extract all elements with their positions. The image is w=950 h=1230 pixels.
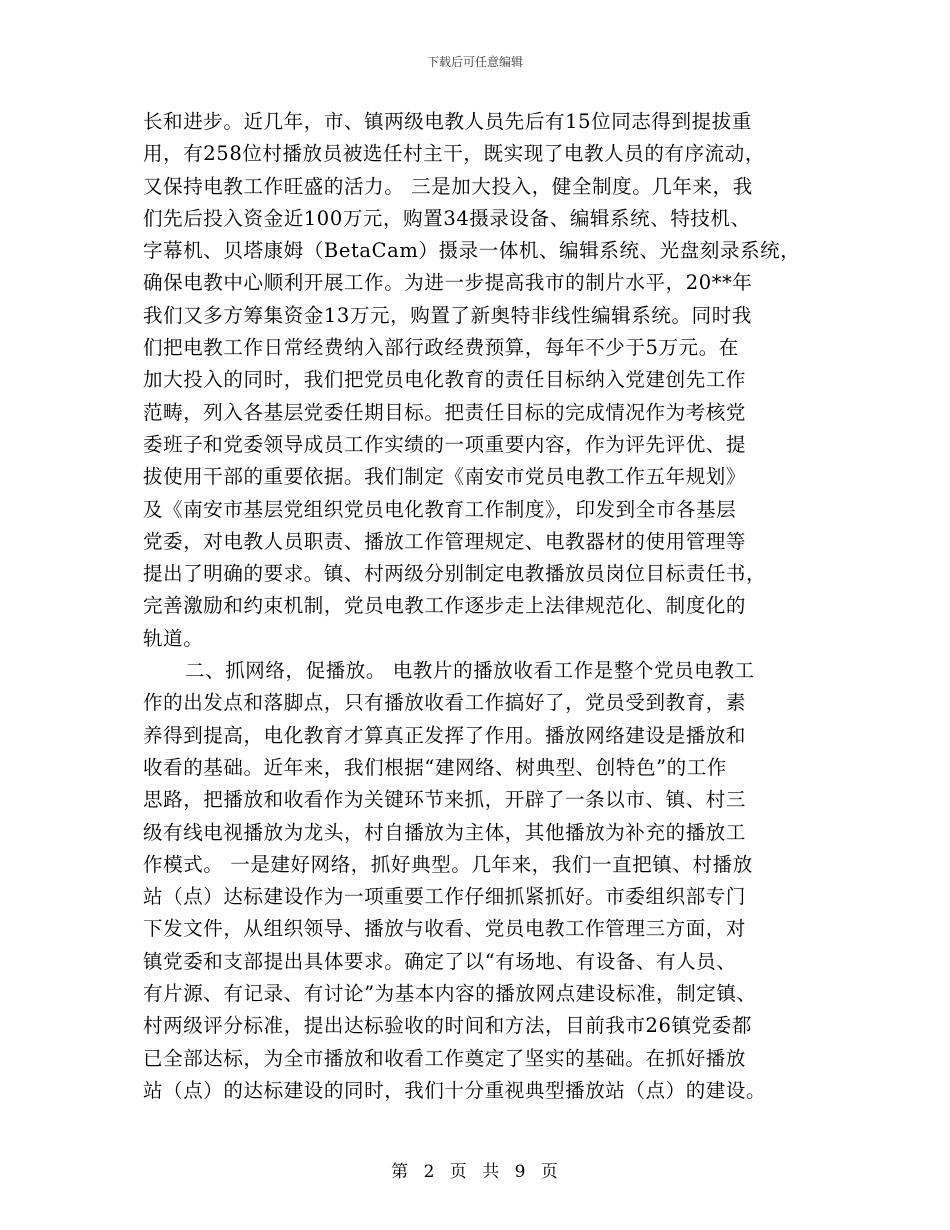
text-line: 又保持电教工作旺盛的活力。 三是加大投入，健全制度。几年来，我: [143, 174, 753, 198]
text-line: 站（点）达标建设作为一项重要工作仔细抓紧抓好。市委组织部专门: [143, 885, 747, 909]
footer-label-di: 第: [391, 1162, 410, 1182]
footer-total-pages: 9: [514, 1162, 527, 1182]
text-line: 完善激励和约束机制，党员电教工作逐步走上法律规范化、制度化的: [143, 594, 747, 618]
text-line: 们先后投入资金近100万元，购置34摄录设备、编辑系统、特技机、: [143, 206, 751, 230]
text-line: 有片源、有记录、有讨论”为基本内容的播放网点建设标准，制定镇、: [143, 982, 757, 1006]
text-line: 加大投入的同时，我们把党员电化教育的责任目标纳入党建创先工作: [143, 368, 747, 392]
footer-page-number: 2: [423, 1162, 436, 1182]
text-line: 站（点）的达标建设的同时，我们十分重视典型播放站（点）的建设。: [143, 1078, 767, 1102]
text-line: 及《南安市基层党组织党员电化教育工作制度》，印发到全市各基层: [143, 497, 737, 521]
footer-label-ye2: 页: [540, 1162, 559, 1182]
text-line: 拔使用干部的重要依据。我们制定《南安市党员电教工作五年规划》: [143, 465, 747, 489]
text-line: 用，有258位村播放员被选任村主干，既实现了电教人员的有序流动，: [143, 142, 765, 166]
text-line: 委班子和党委领导成员工作实绩的一项重要内容，作为评先评优、提: [143, 432, 747, 456]
section-heading-line: 二、抓网络，促播放。 电教片的播放收看工作是整个党员电教工: [185, 659, 755, 683]
text-line: 养得到提高，电化教育才算真正发挥了作用。播放网络建设是播放和: [143, 723, 747, 747]
footer-label-ye: 页: [449, 1162, 468, 1182]
text-line: 已全部达标，为全市播放和收看工作奠定了坚实的基础。在抓好播放: [143, 1046, 747, 1070]
document-body: [143, 106, 815, 1107]
text-line: 确保电教中心顺利开展工作。为进一步提高我市的制片水平，20**年: [143, 271, 753, 295]
text-line: 思路，把播放和收看作为关键环节来抓，开辟了一条以市、镇、村三: [143, 788, 747, 812]
text-line: 作模式。 一是建好网络，抓好典型。几年来，我们一直把镇、村播放: [143, 852, 753, 876]
page-header-note: 下载后可任意编辑: [426, 55, 523, 69]
footer-label-gong: 共: [482, 1162, 501, 1182]
text-line: 我们又多方筹集资金13万元，购置了新奥特非线性编辑系统。同时我: [143, 303, 752, 327]
text-line: 作的出发点和落脚点，只有播放收看工作搞好了，党员受到教育，素: [143, 691, 747, 715]
text-line: 下发文件，从组织领导、播放与收看、党员电教工作管理三方面，对: [143, 917, 747, 941]
text-line: 字幕机、贝塔康姆（BetaCam）摄录一体机、编辑系统、光盘刻录系统，: [143, 239, 801, 263]
text-line: 们把电教工作日常经费纳入部行政经费预算，每年不少于5万元。在: [143, 336, 739, 360]
page-footer: [0, 1157, 950, 1182]
text-line: 长和进步。近几年，市、镇两级电教人员先后有15位同志得到提拔重: [143, 110, 752, 133]
text-line: 提出了明确的要求。镇、村两级分别制定电教播放员岗位目标责任书，: [143, 562, 767, 586]
text-line: 收看的基础。近年来，我们根据“建网络、树典型、创特色”的工作: [143, 755, 727, 779]
text-line: 村两级评分标准，提出达标验收的时间和方法，目前我市26镇党委都: [143, 1014, 752, 1038]
text-line: 党委，对电教人员职责、播放工作管理规定、电教器材的使用管理等: [143, 529, 747, 553]
text-line: 级有线电视播放为龙头，村自播放为主体，其他播放为补充的播放工: [143, 820, 747, 844]
text-line: 范畴，列入各基层党委任期目标。把责任目标的完成情况作为考核党: [143, 400, 747, 424]
text-line: 镇党委和支部提出具体要求。确定了以“有场地、有设备、有人员、: [143, 949, 737, 973]
text-line: 轨道。: [143, 626, 204, 650]
